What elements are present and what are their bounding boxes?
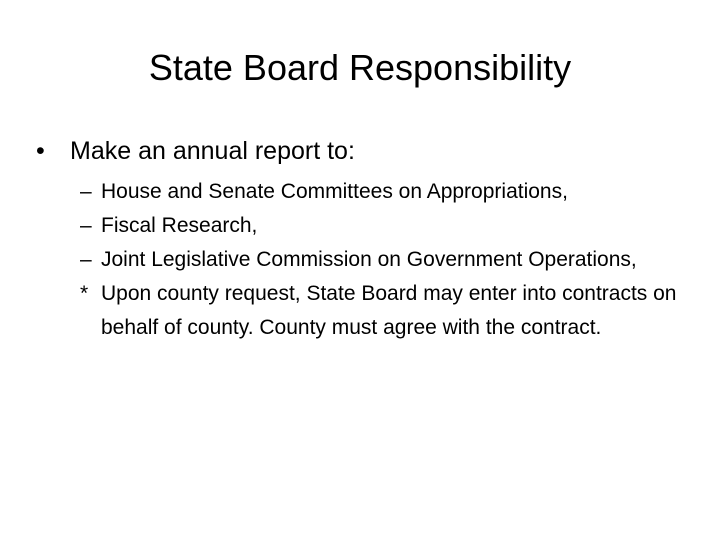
sub-bullet-item (80, 209, 690, 243)
sub-bullet-text: Joint Legislative Commission on Government Operations, (101, 248, 637, 271)
bullet-item (36, 131, 355, 171)
slide-title: State Board Responsibility (148, 47, 572, 88)
bullet-marker: • (36, 137, 45, 165)
sub-bullet-item (80, 243, 690, 277)
note-item (80, 277, 690, 345)
dash-marker: – (80, 248, 92, 271)
sub-bullet-item (80, 175, 690, 209)
sub-bullet-list (80, 175, 690, 345)
sub-bullet-text: House and Senate Committees on Appropriations, (101, 180, 568, 203)
dash-marker: – (80, 180, 92, 203)
dash-marker: – (80, 214, 92, 237)
note-text: Upon county request, State Board may enter into contracts on behalf of county. County must agree with the contract. (101, 282, 677, 339)
bullet-text: Make an annual report to: (70, 137, 355, 165)
sub-bullet-text: Fiscal Research, (101, 214, 258, 237)
asterisk-marker: * (80, 282, 89, 305)
